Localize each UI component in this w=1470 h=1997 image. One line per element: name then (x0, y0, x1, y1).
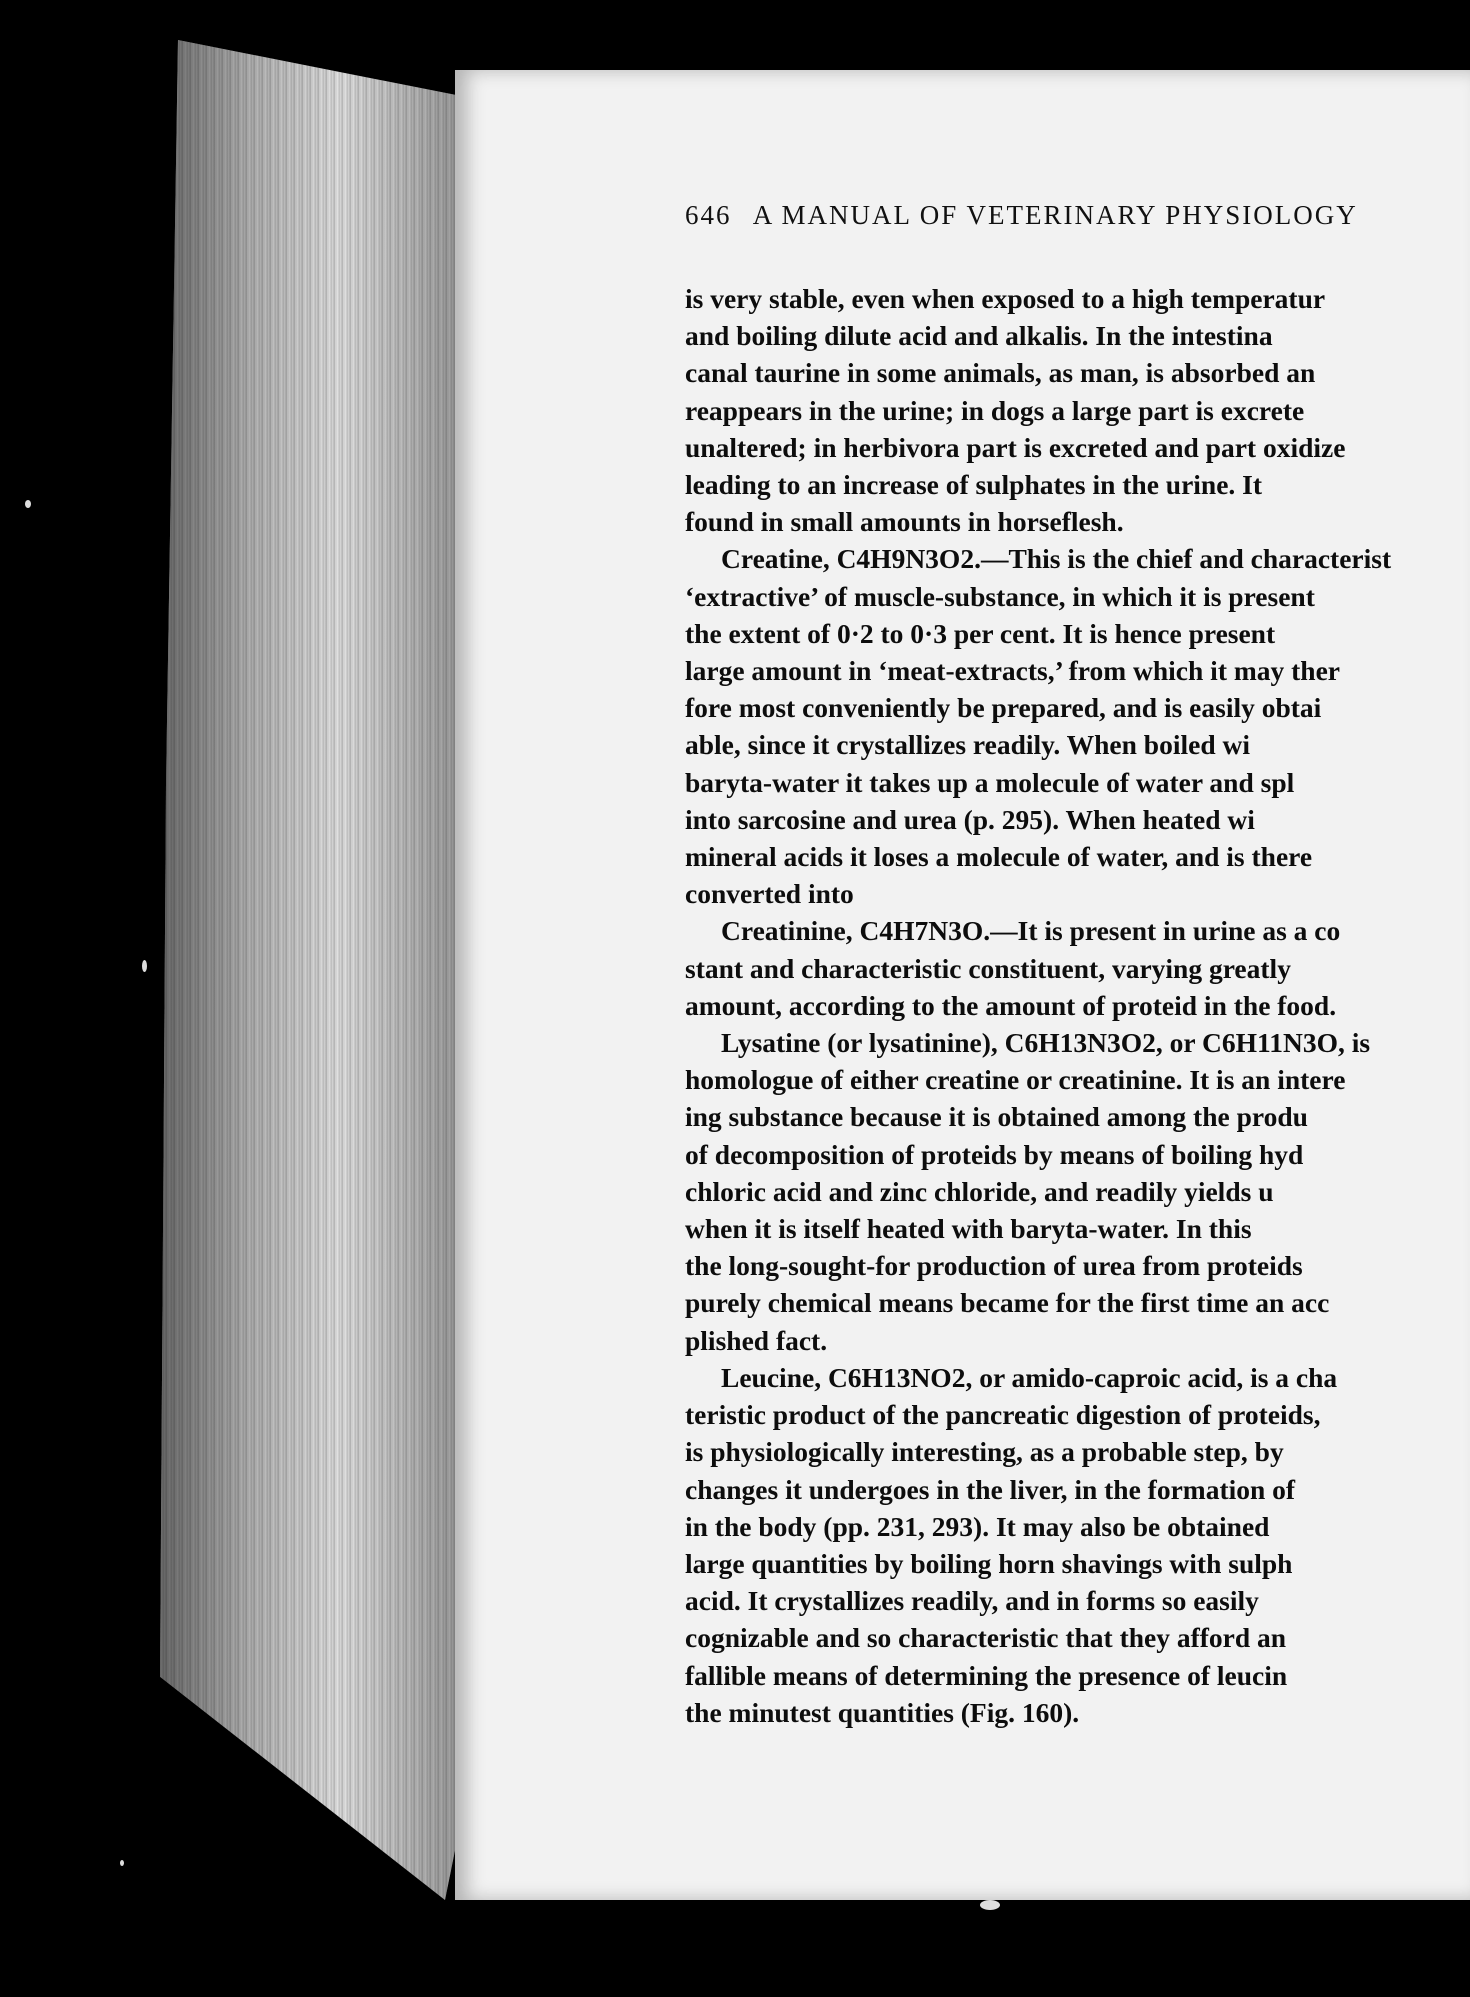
text-line: found in small amounts in horseflesh. (685, 506, 1124, 538)
text-line: Creatinine, C4H7N3O.—It is present in urine as a co (721, 915, 1341, 947)
text-line: unaltered; in herbivora part is excreted and part oxidize (685, 431, 1346, 463)
text-line: large amount in ‘meat-extracts,’ from which it may ther (685, 655, 1340, 687)
text-line: ‘extractive’ of muscle-substance, in which it is present (685, 580, 1315, 612)
text-line: canal taurine in some animals, as man, is absorbed an (685, 357, 1316, 389)
text-line: baryta-water it takes up a molecule of water and spl (685, 766, 1295, 798)
text-line: converted into (685, 878, 854, 910)
book-page (455, 70, 1470, 1900)
text-line: the minutest quantities (Fig. 160). (685, 1696, 1080, 1728)
text-line: teristic product of the pancreatic digestion of proteids, (685, 1399, 1321, 1431)
dust-speck (120, 1860, 124, 1866)
book-edge-shadow (160, 40, 460, 1900)
dust-speck (142, 960, 147, 972)
text-line: leading to an increase of sulphates in the urine. It (685, 469, 1263, 501)
text-line: Lysatine (or lysatinine), C6H13N3O2, or C6H11N3O, is (721, 1027, 1371, 1059)
text-line: fore most conveniently be prepared, and is easily obtai (685, 692, 1322, 724)
text-line: large quantities by boiling horn shavings with sulph (685, 1547, 1293, 1579)
text-line: purely chemical means became for the first time an acc (685, 1287, 1330, 1319)
text-line: changes it undergoes in the liver, in the formation of (685, 1473, 1296, 1505)
dust-speck (25, 500, 31, 508)
text-line: into sarcosine and urea (p. 295). When heated wi (685, 803, 1255, 835)
text-line: reappears in the urine; in dogs a large part is excrete (685, 394, 1305, 426)
text-line: of decomposition of proteids by means of boiling hyd (685, 1138, 1304, 1170)
text-line: Leucine, C6H13NO2, or amido-caproic acid, is a cha (721, 1361, 1338, 1393)
text-line: is very stable, even when exposed to a high temperatur (685, 283, 1326, 314)
text-line: in the body (pp. 231, 293). It may also be obtained (685, 1510, 1270, 1542)
text-line: the extent of 0·2 to 0·3 per cent. It is hence present (685, 617, 1276, 649)
text-line: stant and characteristic constituent, varying greatly (685, 952, 1291, 984)
running-title: A MANUAL OF VETERINARY PHYSIOLOGY (752, 200, 1358, 230)
text-line: able, since it crystallizes readily. When boiled wi (685, 729, 1251, 761)
text-line: cognizable and so characteristic that they afford an (685, 1622, 1287, 1654)
text-line: the long-sought-for production of urea from proteids (685, 1250, 1303, 1282)
text-line: is physiologically interesting, as a probable step, by (685, 1436, 1284, 1468)
text-line: chloric acid and zinc chloride, and readily yields u (685, 1175, 1274, 1207)
text-line: ing substance because it is obtained among the produ (685, 1101, 1308, 1133)
text-line: plished fact. (685, 1324, 828, 1356)
text-line: mineral acids it loses a molecule of water, and is there (685, 841, 1313, 873)
text-line: and boiling dilute acid and alkalis. In the intestina (685, 320, 1273, 352)
text-line: amount, according to the amount of proteid in the food. (685, 989, 1337, 1021)
text-line: Creatine, C4H9N3O2.—This is the chief and characterist (721, 543, 1392, 575)
text-line: homologue of either creatine or creatinine. It is an intere (685, 1064, 1346, 1096)
text-line: fallible means of determining the presence of leucin (685, 1659, 1288, 1691)
body-text (685, 280, 1470, 1731)
dust-speck (980, 1900, 1000, 1910)
text-line: acid. It crystallizes readily, and in forms so easily (685, 1585, 1259, 1617)
text-line: when it is itself heated with baryta-water. In this (685, 1213, 1252, 1245)
page-number: 646 (685, 200, 732, 230)
running-head (685, 200, 1470, 231)
